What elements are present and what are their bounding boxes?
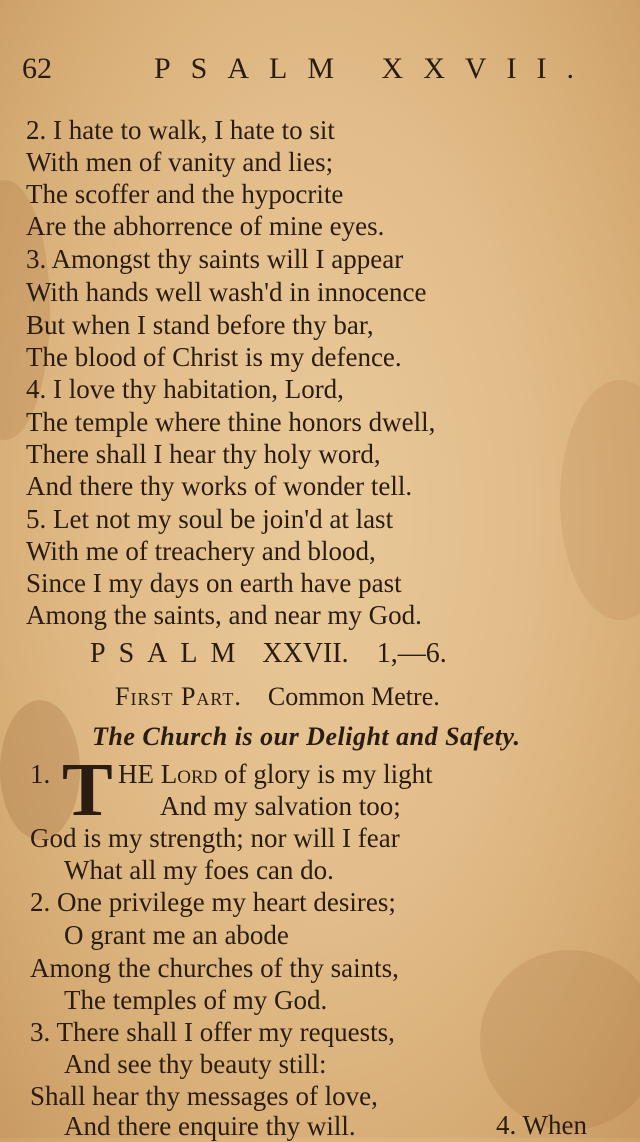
verse-line: 5. Let not my soul be join'd at last xyxy=(26,504,394,534)
page-header xyxy=(22,52,622,92)
running-head: PSALM XXVII. xyxy=(154,52,595,85)
verse-line: 4. I love thy habitation, Lord, xyxy=(26,374,344,404)
part-label: First Part. xyxy=(115,682,242,711)
verse-line: There shall I hear thy holy word, xyxy=(26,439,381,469)
verse-line: And there enquire thy will. xyxy=(64,1111,356,1141)
verse-line: The scoffer and the hypocrite xyxy=(26,179,344,209)
lord-smallcaps: Lord xyxy=(160,759,218,789)
verse-line: With hands well wash'd in innocence xyxy=(26,277,427,307)
verse-line: Shall hear thy messages of love, xyxy=(30,1081,378,1111)
verse-line: What all my foes can do. xyxy=(64,855,334,885)
verse-line: Are the abhorrence of mine eyes. xyxy=(26,211,385,241)
page-number: 62 xyxy=(22,52,52,85)
verse-line: 2. One privilege my heart desires; xyxy=(30,887,396,917)
verse-line: Among the saints, and near my God. xyxy=(26,600,422,630)
psalm-subtitle: The Church is our Delight and Safety. xyxy=(92,722,521,751)
verse-line: But when I stand before thy bar, xyxy=(26,310,374,340)
verse-line: And my salvation too; xyxy=(160,791,401,821)
verse-line: Among the churches of thy saints, xyxy=(30,953,399,983)
verse-line: The temples of my God. xyxy=(64,985,328,1015)
verse-number: 1. xyxy=(30,759,51,789)
drop-cap: T xyxy=(62,748,113,832)
verse-line: 2. I hate to walk, I hate to sit xyxy=(26,115,335,145)
psalm-title-number: XXVII. xyxy=(262,638,349,669)
verse-line: 3. Amongst thy saints will I appear xyxy=(26,244,404,274)
verse-line: And see thy beauty still: xyxy=(64,1049,327,1079)
verse-line: The temple where thine honors dwell, xyxy=(26,407,436,437)
psalm-title-word: PSALM xyxy=(90,638,249,669)
first-line-end: of glory is my light xyxy=(217,759,433,789)
catchword: 4. When xyxy=(496,1110,587,1140)
psalm-title xyxy=(90,638,447,670)
verse-line: With men of vanity and lies; xyxy=(26,147,334,177)
verse-line: Since I my days on earth have past xyxy=(26,568,402,598)
part-heading xyxy=(115,682,440,712)
verse-line: With me of treachery and blood, xyxy=(26,536,376,566)
first-line-start: HE xyxy=(118,759,161,789)
paper-stain xyxy=(560,380,640,620)
verse-line-first xyxy=(118,758,433,790)
metre-label: Common Metre. xyxy=(267,682,440,711)
verse-line: 3. There shall I offer my requests, xyxy=(30,1017,395,1047)
verse-line: The blood of Christ is my defence. xyxy=(26,342,402,372)
paper-stain xyxy=(480,950,640,1130)
verse-line: And there thy works of wonder tell. xyxy=(26,471,413,501)
verse-line: God is my strength; nor will I fear xyxy=(30,823,400,853)
verse-line: O grant me an abode xyxy=(64,920,289,950)
psalm-verse-range: 1,—6. xyxy=(376,638,447,669)
